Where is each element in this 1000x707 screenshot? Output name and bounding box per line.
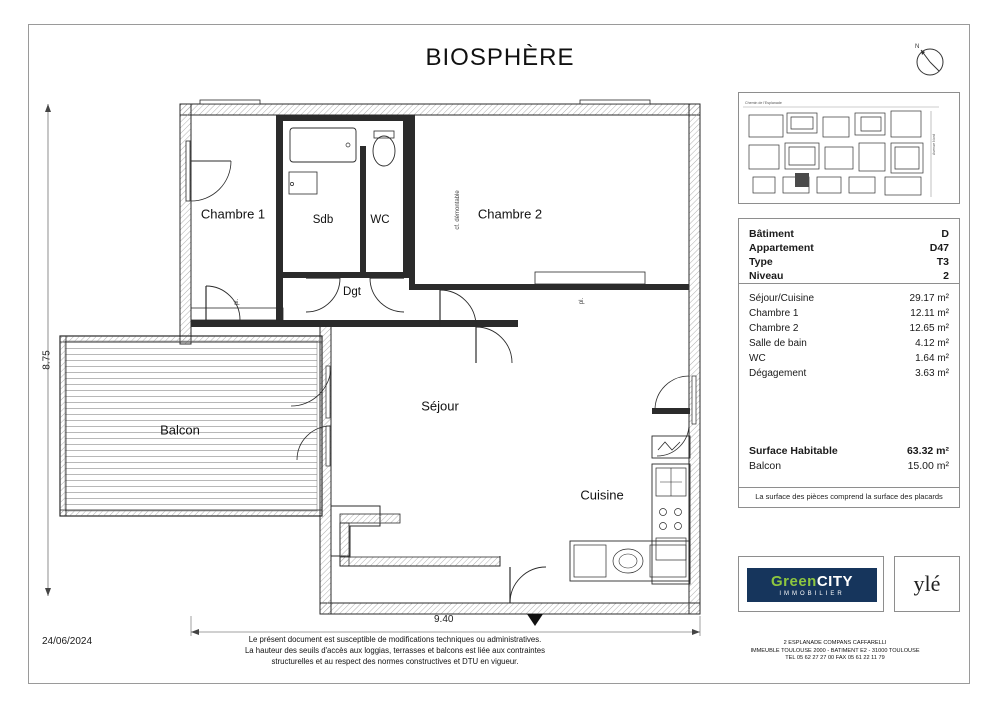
document-date: 24/06/2024 (42, 636, 93, 647)
site-location-plan (738, 92, 960, 204)
legal-disclaimer (180, 634, 610, 667)
info-divider-top (739, 283, 959, 284)
room-label-chambre-2: Chambre 2 (477, 206, 543, 222)
greencity-logo-city: CITY (816, 573, 854, 590)
info-row-batiment: Bâtiment D (749, 228, 949, 240)
apartment-info-panel (738, 218, 960, 508)
greencity-logo-panel (738, 556, 884, 612)
room-label-chambre-1: Chambre 1 (200, 206, 266, 222)
info-header-rows (749, 227, 949, 283)
room-label-wc: WC (370, 214, 390, 226)
area-row-chambre-1: Chambre 1 12.11 m² (749, 308, 949, 319)
room-label-balcon: Balcon (160, 422, 200, 438)
total-row-balcon: Balcon 15.00 m² (749, 460, 949, 472)
dimension-width: 9.40 (434, 614, 454, 625)
disclaimer-line-2: La hauteur des seuils d'accès aux loggias, terrasses et balcons est liée aux contraintes (244, 646, 546, 655)
area-row-sejour-cuisine: Séjour/Cuisine 29.17 m² (749, 293, 949, 304)
disclaimer-line-3: structurelles et au respect des normes constructives et DTU en vigueur. (271, 657, 519, 666)
area-row-degagement: Dégagement 3.63 m² (749, 368, 949, 379)
disclaimer-line-1: Le présent document est susceptible de modifications techniques ou administratives. (248, 635, 542, 644)
partition-label-sdb: cf. démontable (455, 190, 461, 230)
address-line-2: IMMEUBLE TOULOUSE 2000 - BATIMENT E2 - 31000 TOULOUSE (750, 647, 920, 654)
address-line-3: TEL 05 62 27 27 00 FAX 05 61 22 11 79 (785, 655, 885, 662)
room-label-sejour: Séjour (421, 398, 459, 414)
info-row-niveau: Niveau 2 (749, 270, 949, 282)
total-area-list (749, 444, 949, 473)
company-address (700, 640, 970, 663)
greencity-logo-subtitle: IMMOBILIER (779, 591, 845, 597)
dimension-height: 8.75 (41, 350, 53, 370)
apartment-floor-plan (40, 36, 730, 636)
area-row-salle-de-bain: Salle de bain 4.12 m² (749, 338, 949, 349)
info-row-appartement: Appartement D47 (749, 242, 949, 254)
room-area-list (749, 291, 949, 381)
north-arrow-icon (906, 38, 950, 82)
greencity-logo (747, 568, 877, 602)
address-line-1: 2 ESPLANADE COMPANS CAFFARELLI (783, 640, 887, 646)
closet-area-note: La surface des pièces comprend la surface des placards (755, 492, 943, 501)
yle-logo-panel (894, 556, 960, 612)
yle-logo: ylé (913, 571, 941, 596)
svg-text:N: N (915, 44, 920, 50)
svg-text:Avenue Nord: Avenue Nord (932, 134, 936, 155)
room-label-cuisine: Cuisine (580, 487, 624, 503)
svg-text:Chemin de l'Esplanade: Chemin de l'Esplanade (745, 101, 782, 105)
closet-label-chambre-1: pl. (234, 298, 240, 306)
room-label-sdb: Sdb (312, 214, 334, 226)
area-row-wc: WC 1.64 m² (749, 353, 949, 364)
closet-label-chambre-2: pl. (579, 297, 585, 305)
area-row-chambre-2: Chambre 2 12.65 m² (749, 323, 949, 334)
info-divider-bottom (739, 487, 959, 488)
info-row-type: Type T3 (749, 256, 949, 268)
page-title: BIOSPHÈRE (425, 44, 575, 71)
greencity-logo-green: Green (770, 573, 817, 590)
room-label-dgt: Dgt (343, 286, 361, 298)
total-row-surface-habitable: Surface Habitable 63.32 m² (749, 445, 949, 457)
